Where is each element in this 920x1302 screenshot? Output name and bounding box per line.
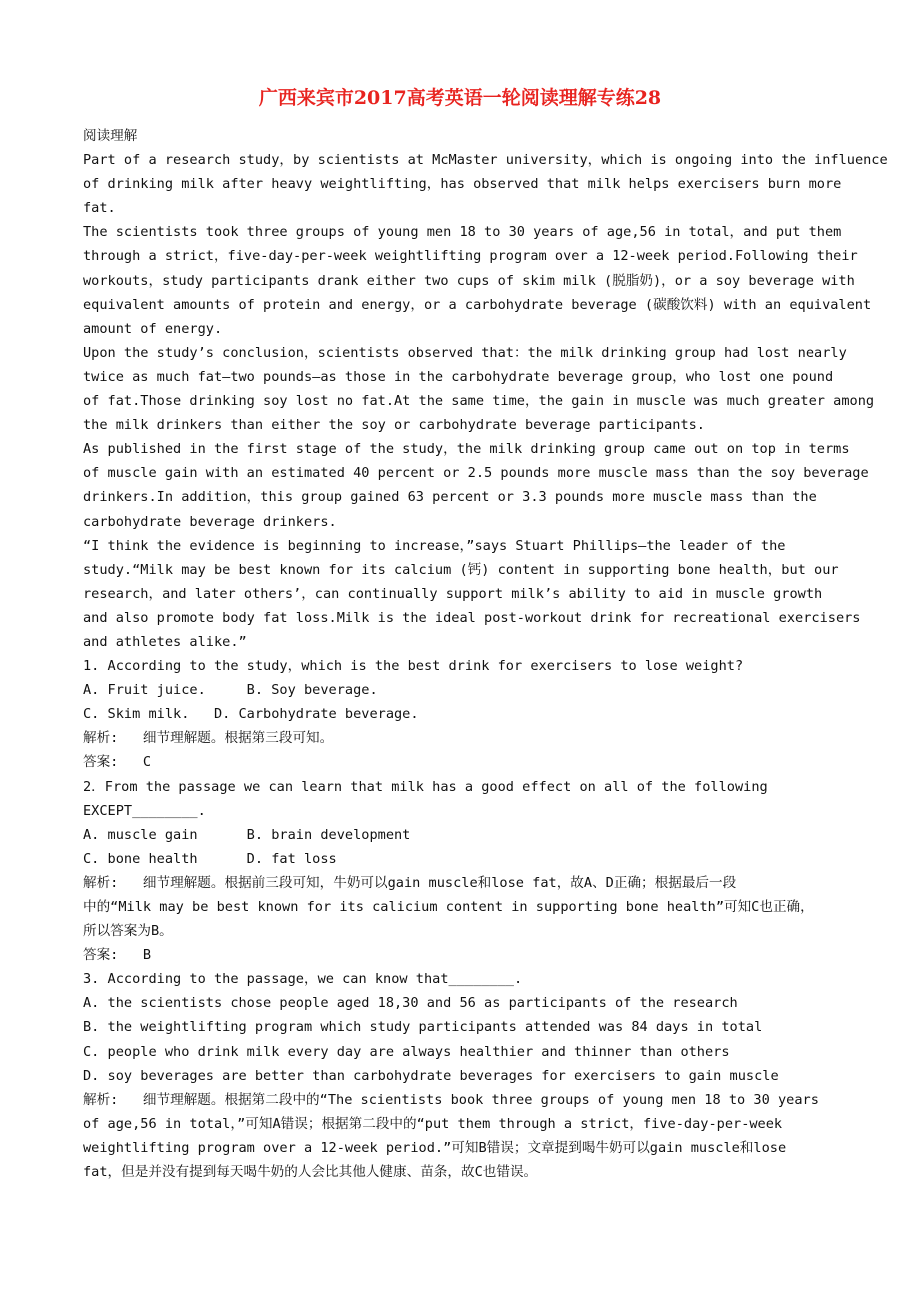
text-line: of age,56 in total，”可知A错误；根据第二段中的“put them through a strict，five-day-per-week bbox=[83, 1115, 783, 1132]
document-body bbox=[83, 124, 893, 1184]
section-label: 阅读理解 bbox=[83, 128, 138, 144]
text-line: A. muscle gain B. brain development bbox=[83, 826, 411, 843]
text-line: The scientists took three groups of young men 18 to 30 years of age,56 in total，and put them bbox=[83, 224, 842, 241]
text-line: 解析: 细节理解题。根据第三段可知。 bbox=[83, 730, 334, 747]
text-line: amount of energy. bbox=[83, 320, 223, 337]
text-line: twice as much fat—two pounds—as those in the carbohydrate beverage group，who lost one pound bbox=[83, 368, 834, 385]
text-line: C. bone health D. fat loss bbox=[83, 850, 337, 867]
text-line: C. Skim milk. D. Carbohydrate beverage. bbox=[83, 706, 419, 723]
text-line: the milk drinkers than either the soy or carbohydrate beverage participants. bbox=[83, 417, 705, 434]
text-line: 解析: 细节理解题。根据前三段可知，牛奶可以gain muscle和lose fat，故A、D正确；根据最后一段 bbox=[83, 874, 737, 891]
text-line: 2．From the passage we can learn that milk has a good effect on all of the following bbox=[83, 778, 768, 795]
text-line: C. people who drink milk every day are always healthier and thinner than others bbox=[83, 1043, 730, 1060]
text-line: B. the weightlifting program which study participants attended was 84 days in total bbox=[83, 1019, 763, 1036]
text-line: 中的“Milk may be best known for its calicium content in supporting bone health”可知C也正确， bbox=[83, 899, 814, 915]
text-line: drinkers.In addition，this group gained 63 percent or 3.3 pounds more muscle mass than the bbox=[83, 489, 817, 506]
text-line: 1. According to the study，which is the best drink for exercisers to lose weight? bbox=[83, 658, 744, 675]
text-line: weightlifting program over a 12-week period.”可知B错误；文章提到喝牛奶可以gain muscle和lose bbox=[83, 1139, 787, 1156]
text-line: of muscle gain with an estimated 40 percent or 2.5 pounds more muscle mass than the soy beverage bbox=[83, 465, 869, 482]
text-line: through a strict，five-day-per-week weightlifting program over a 12-week period.Following their bbox=[83, 248, 858, 265]
text-line: Upon the study’s conclusion，scientists observed that：the milk drinking group had lost nearly bbox=[83, 344, 847, 361]
text-line: workouts，study participants drank either two cups of skim milk (脱脂奶)，or a soy beverage with bbox=[83, 272, 855, 289]
text-line: 答案: C bbox=[83, 754, 152, 771]
text-line: fat. bbox=[83, 200, 116, 217]
text-line: of drinking milk after heavy weightlifting，has observed that milk helps exercisers burn more bbox=[83, 176, 842, 193]
text-line: D. soy beverages are better than carbohydrate beverages for exercisers to gain muscle bbox=[83, 1067, 779, 1084]
text-line: and also promote body fat loss.Milk is the ideal post-workout drink for recreational exercisers bbox=[83, 609, 861, 626]
text-line: and athletes alike.” bbox=[83, 633, 247, 650]
text-lines bbox=[83, 148, 893, 1184]
text-line: A. the scientists chose people aged 18,30 and 56 as participants of the research bbox=[83, 995, 738, 1012]
text-line: A. Fruit juice. B. Soy beverage. bbox=[83, 682, 378, 699]
text-line: research，and later others’，can continually support milk’s ability to aid in muscle growth bbox=[83, 585, 823, 602]
text-line: As published in the first stage of the study，the milk drinking group came out on top in terms bbox=[83, 441, 850, 458]
text-line: of fat.Those drinking soy lost no fat.At the same time，the gain in muscle was much greater among bbox=[83, 393, 875, 410]
text-line: 3. According to the passage，we can know that________. bbox=[83, 971, 523, 988]
text-line: study.“Milk may be best known for its calcium (钙) content in supporting bone health，but our bbox=[83, 561, 839, 578]
text-line: 答案: B bbox=[83, 947, 152, 964]
text-line: 解析: 细节理解题。根据第二段中的“The scientists book three groups of young men 18 to 30 years bbox=[83, 1091, 819, 1108]
text-line: Part of a research study，by scientists at McMaster university，which is ongoing into the influence bbox=[83, 152, 888, 169]
document-title: 广西来宾市2017高考英语一轮阅读理解专练28 bbox=[258, 87, 662, 109]
text-line: 所以答案为B。 bbox=[83, 923, 173, 940]
text-line: EXCEPT________. bbox=[83, 802, 206, 819]
text-line: “I think the evidence is beginning to increase，”says Stuart Phillips—the leader of the bbox=[83, 537, 786, 554]
text-line: carbohydrate beverage drinkers. bbox=[83, 513, 337, 530]
text-line: equivalent amounts of protein and energy，or a carbohydrate beverage (碳酸饮料) with an equivalent bbox=[83, 296, 872, 313]
text-line: fat，但是并没有提到每天喝牛奶的人会比其他人健康、苗条，故C也错误。 bbox=[83, 1164, 538, 1181]
